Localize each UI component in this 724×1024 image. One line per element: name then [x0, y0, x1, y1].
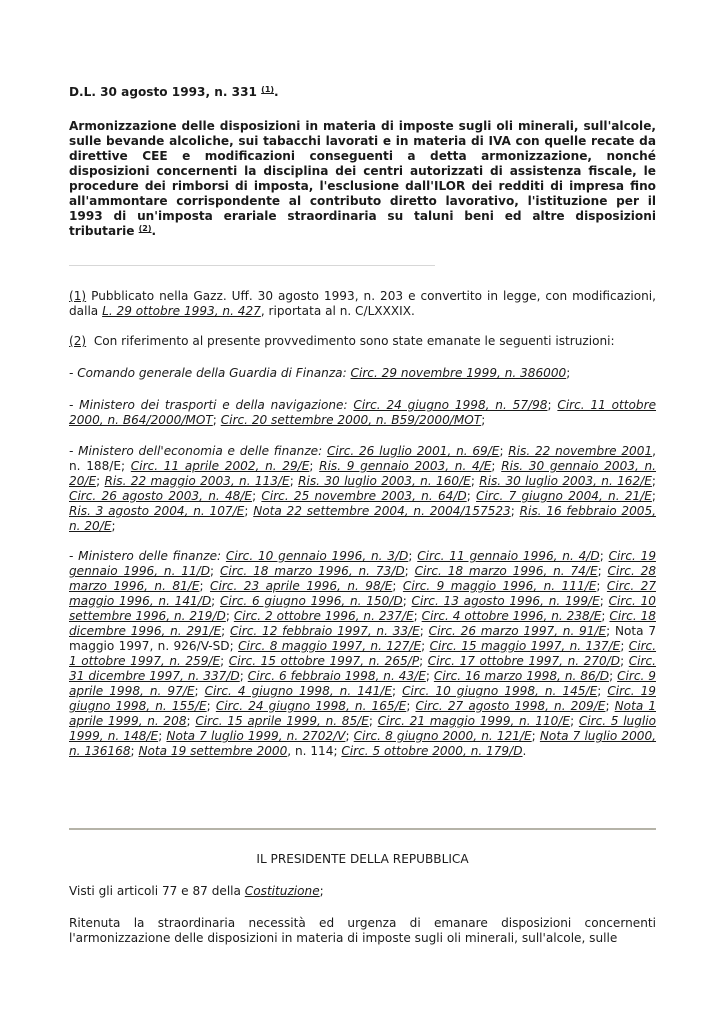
law-link[interactable]: L. 29 ottobre 1993, n. 427: [102, 304, 261, 318]
note-1-ref[interactable]: (1): [69, 289, 87, 303]
circolare-link[interactable]: Circ. 4 giugno 1998, n. 141/E: [204, 684, 393, 698]
ritenuta-paragraph: Ritenuta la straordinaria necessità ed urgenza di emanare disposizioni concernenti l'armonizzazione delle disposizioni in materia di imposte sugli oli minerali, sull'alcole, sulle: [69, 916, 656, 945]
circolare-link[interactable]: Circ. 13 agosto 1996, n. 199/E: [411, 594, 600, 608]
circolare-link[interactable]: Circ. 23 aprile 1996, n. 98/E: [210, 579, 393, 593]
risoluzione-link[interactable]: Ris. 16 febbraio 2005, n. 20/E: [69, 504, 657, 533]
circolare-link[interactable]: Circ. 31 dicembre 1997, n. 337/D: [69, 654, 657, 683]
risoluzione-link[interactable]: Ris. 3 agosto 2004, n. 107/E: [69, 504, 245, 518]
risoluzione-link[interactable]: Ris. 30 luglio 2003, n. 160/E: [298, 474, 471, 488]
decree-subject-end: .: [151, 224, 157, 238]
circolare-link[interactable]: Circ. 27 maggio 1996, n. 141/D: [69, 579, 657, 608]
footnote-link-2[interactable]: (2): [138, 224, 152, 233]
circolare-link[interactable]: Circ. 26 luglio 2001, n. 69/E: [326, 444, 500, 458]
circolare-link[interactable]: Circ. 10 settembre 1996, n. 219/D: [69, 594, 656, 623]
circolare-link[interactable]: Circ. 2 ottobre 1996, n. 237/E: [233, 609, 414, 623]
circolare-link[interactable]: Circ. 21 maggio 1999, n. 110/E: [377, 714, 571, 728]
decree-title: [69, 85, 656, 100]
circolare-link[interactable]: Circ. 29 novembre 1999, n. 386000: [350, 366, 567, 380]
note-1-text: Pubblicato nella Gazz. Uff. 30 agosto 1993, n. 203 e convertito in legge, con modificazioni, dalla: [69, 289, 656, 318]
circolare-link[interactable]: Circ. 8 maggio 1997, n. 127/E: [238, 639, 422, 653]
guardia-finanza-list: - Comando generale della Guardia di Finanza: Circ. 29 novembre 1999, n. 386000;: [69, 366, 571, 380]
plain-ref: , n. 188/E: [69, 444, 657, 473]
circolare-link[interactable]: Circ. 6 giugno 1996, n. 150/D: [219, 594, 403, 608]
risoluzione-link[interactable]: Ris. 30 gennaio 2003, n. 20/E: [69, 459, 657, 488]
risoluzione-link[interactable]: Ris. 22 maggio 2003, n. 113/E: [104, 474, 290, 488]
nota-link[interactable]: Nota 1 aprile 1999, n. 208: [69, 699, 657, 728]
circolare-link[interactable]: Circ. 1 ottobre 1997, n. 259/E: [69, 639, 657, 668]
circolare-link[interactable]: Circ. 26 agosto 2003, n. 48/E: [69, 489, 253, 503]
risoluzione-link[interactable]: Ris. 22 novembre 2001: [508, 444, 653, 458]
notes-divider: [69, 265, 435, 266]
costituzione-link[interactable]: Costituzione: [244, 884, 320, 898]
plain-ref: Nota 7 maggio 1997, n. 926/V-SD: [69, 624, 657, 653]
note-2-ref[interactable]: (2): [69, 334, 87, 348]
visti-paragraph: [69, 884, 656, 899]
economia-label: - Ministero dell'economia e delle finanze:: [69, 444, 323, 458]
circolare-link[interactable]: Circ. 8 giugno 2000, n. 121/E: [353, 729, 532, 743]
circolare-link[interactable]: Circ. 24 giugno 1998, n. 57/98: [353, 398, 548, 412]
circolare-link[interactable]: Circ. 18 marzo 1996, n. 74/E: [414, 564, 598, 578]
circolare-link[interactable]: Circ. 6 febbraio 1998, n. 43/E: [247, 669, 426, 683]
visti-end: ;: [319, 884, 324, 898]
circolare-link[interactable]: Circ. 4 ottobre 1996, n. 238/E: [421, 609, 602, 623]
circolare-link[interactable]: Circ. 9 maggio 1996, n. 111/E: [402, 579, 597, 593]
note-2: [69, 334, 656, 349]
circolare-link[interactable]: Circ. 28 marzo 1996, n. 81/E: [69, 564, 657, 593]
footnote-link-1[interactable]: (1): [261, 85, 275, 94]
note-1-tail: , riportata al n. C/LXXXIX.: [260, 304, 415, 318]
risoluzione-link[interactable]: Ris. 30 luglio 2003, n. 162/E: [479, 474, 652, 488]
trasporti-list: - Ministero dei trasporti e della navigazione: Circ. 24 giugno 1998, n. 57/98; Circ. 11 ottobre 2000, n. B64/2000/MOT; Circ. 20 settembre 2000, n. B59/2000/MOT;: [69, 398, 657, 427]
circolare-link[interactable]: Circ. 11 aprile 2002, n. 29/E: [130, 459, 310, 473]
circolare-link[interactable]: Circ. 5 ottobre 2000, n. 179/D: [341, 744, 523, 758]
circolare-link[interactable]: Circ. 5 luglio 1999, n. 148/E: [69, 714, 657, 743]
trasporti-label: - Ministero dei trasporti e della navigazione:: [69, 398, 348, 412]
circolare-link[interactable]: Circ. 12 febbraio 1997, n. 33/E: [229, 624, 420, 638]
decree-subject: [69, 119, 656, 239]
circolare-link[interactable]: Circ. 7 giugno 2004, n. 21/E: [476, 489, 652, 503]
guardia-label: - Comando generale della Guardia di Finanza:: [69, 366, 347, 380]
visti-text: Visti gli articoli 77 e 87 della: [69, 884, 245, 898]
decree-subject-text: Armonizzazione delle disposizioni in materia di imposte sugli oli minerali, sull'alcole, sulle bevande alcoliche, sui tabacchi lavorati e in materia di IVA con quelle recate da direttive CEE e modificazioni conseguenti a detta armonizzazione, nonché disposizioni concernenti la disciplina dei centri autorizzati di assistenza fiscale, le procedure dei rimborsi di imposta, l'esclusione dall'ILOR dei redditi di impresa fino all'ammontare corrispondente al contributo diretto lavorativo, l'istituzione per il 1993 di un'imposta erariale straordinaria su taluni beni ed altre disposizioni tributarie: [69, 119, 656, 238]
circolare-link[interactable]: Circ. 10 giugno 1998, n. 145/E: [402, 684, 598, 698]
circolare-link[interactable]: Circ. 15 maggio 1997, n. 137/E: [429, 639, 621, 653]
circolare-link[interactable]: Circ. 20 settembre 2000, n. B59/2000/MOT: [220, 413, 482, 427]
nota-link[interactable]: Nota 7 luglio 1999, n. 2702/V: [166, 729, 346, 743]
circolare-link[interactable]: Circ. 18 marzo 1996, n. 73/D: [219, 564, 405, 578]
decree-title-end: .: [274, 85, 279, 99]
circolare-link[interactable]: Circ. 19 gennaio 1996, n. 11/D: [69, 549, 657, 578]
risoluzione-link[interactable]: Ris. 9 gennaio 2003, n. 4/E: [319, 459, 492, 473]
nota-link[interactable]: Nota 7 luglio 2000, n. 136168: [69, 729, 657, 758]
decree-title-text: D.L. 30 agosto 1993, n. 331: [69, 85, 257, 99]
circolare-link[interactable]: Circ. 15 ottobre 1997, n. 265/P: [228, 654, 420, 668]
note-1: [69, 289, 656, 319]
circolare-link[interactable]: Circ. 26 marzo 1997, n. 91/E: [428, 624, 607, 638]
circolare-link[interactable]: Circ. 9 aprile 1998, n. 97/E: [69, 669, 656, 698]
nota-link[interactable]: Nota 22 settembre 2004, n. 2004/157523: [253, 504, 511, 518]
finanze-label: - Ministero delle finanze:: [69, 549, 222, 563]
president-heading: IL PRESIDENTE DELLA REPUBBLICA: [256, 852, 469, 866]
circolare-link[interactable]: Circ. 10 gennaio 1996, n. 3/D: [225, 549, 409, 563]
circolare-link[interactable]: Circ. 27 agosto 1998, n. 209/E: [415, 699, 606, 713]
body-divider: [69, 828, 656, 830]
finanze-list: - Ministero delle finanze: Circ. 10 gennaio 1996, n. 3/D; Circ. 11 gennaio 1996, n. 4/D; Circ. 19 gennaio 1996, n. 11/D; Circ. 18 marzo 1996, n. 73/D; Circ. 18 marzo 1996, n. 74/E; Circ. 28 marzo 1996, n. 81/E; Circ. 23 aprile 1996, n. 98/E; Circ. 9 maggio 1996, n. 111/E; Circ. 27 maggio 1996, n. 141/D; Circ. 6 giugno 1996, n. 150/D; Circ. 13 agosto 1996, n. 199/E; Circ. 10 settembre 1996, n. 219/D; Circ. 2 ottobre 1996, n. 237/E; Circ. 4 ottobre 1996, n. 238/E; Circ. 18 dicembre 1996, n. 291/E; Circ. 12 febbraio 1997, n. 33/E; Circ. 26 marzo 1997, n. 91/E; Nota 7 maggio 1997, n. 926/V-SD; Circ. 8 maggio 1997, n. 127/E; Circ. 15 maggio 1997, n. 137/E; Circ. 1 ottobre 1997, n. 259/E; Circ. 15 ottobre 1997, n. 265/P; Circ. 17 ottobre 1997, n. 270/D; Circ. 31 dicembre 1997, n. 337/D; Circ. 6 febbraio 1998, n. 43/E; Circ. 16 marzo 1998, n. 86/D; Circ. 9 aprile 1998, n. 97/E; Circ. 4 giugno 1998, n. 141/E; Circ. 10 giugno 1998, n. 145/E; Circ. 19 giugno 1998, n. 155/E; Circ. 24 giugno 1998, n. 165/E; Circ. 27 agosto 1998, n. 209/E; Nota 1 aprile 1999, n. 208; Circ. 15 aprile 1999, n. 85/E; Circ. 21 maggio 1999, n. 110/E; Circ. 5 luglio 1999, n. 148/E; Nota 7 luglio 1999, n. 2702/V; Circ. 8 giugno 2000, n. 121/E; Nota 7 luglio 2000, n. 136168; Nota 19 settembre 2000, n. 114; Circ. 5 ottobre 2000, n. 179/D.: [69, 549, 657, 758]
circolare-link[interactable]: Circ. 16 marzo 1998, n. 86/D: [433, 669, 610, 683]
circolare-link[interactable]: Circ. 11 ottobre 2000, n. B64/2000/MOT: [69, 398, 657, 427]
circolare-link[interactable]: Circ. 18 dicembre 1996, n. 291/E: [69, 609, 656, 638]
circolare-link[interactable]: Circ. 17 ottobre 1997, n. 270/D: [427, 654, 621, 668]
nota-link[interactable]: Nota 19 settembre 2000: [138, 744, 288, 758]
economia-list: - Ministero dell'economia e delle finanze: Circ. 26 luglio 2001, n. 69/E; Ris. 22 novembre 2001, n. 188/E; Circ. 11 aprile 2002, n. 29/E; Ris. 9 gennaio 2003, n. 4/E; Ris. 30 gennaio 2003, n. 20/E; Ris. 22 maggio 2003, n. 113/E; Ris. 30 luglio 2003, n. 160/E; Ris. 30 luglio 2003, n. 162/E; Circ. 26 agosto 2003, n. 48/E; Circ. 25 novembre 2003, n. 64/D; Circ. 7 giugno 2004, n. 21/E; Ris. 3 agosto 2004, n. 107/E; Nota 22 settembre 2004, n. 2004/157523; Ris. 16 febbraio 2005, n. 20/E;: [69, 444, 657, 533]
circolare-link[interactable]: Circ. 24 giugno 1998, n. 165/E: [215, 699, 407, 713]
circolare-link[interactable]: Circ. 25 novembre 2003, n. 64/D: [261, 489, 467, 503]
circolare-link[interactable]: Circ. 15 aprile 1999, n. 85/E: [195, 714, 369, 728]
plain-ref: , n. 114: [287, 744, 334, 758]
circolare-link[interactable]: Circ. 19 giugno 1998, n. 155/E: [69, 684, 656, 713]
circolare-link[interactable]: Circ. 11 gennaio 1996, n. 4/D: [417, 549, 600, 563]
note-2-text: Con riferimento al presente provvedimento sono state emanate le seguenti istruzioni:: [86, 334, 615, 348]
